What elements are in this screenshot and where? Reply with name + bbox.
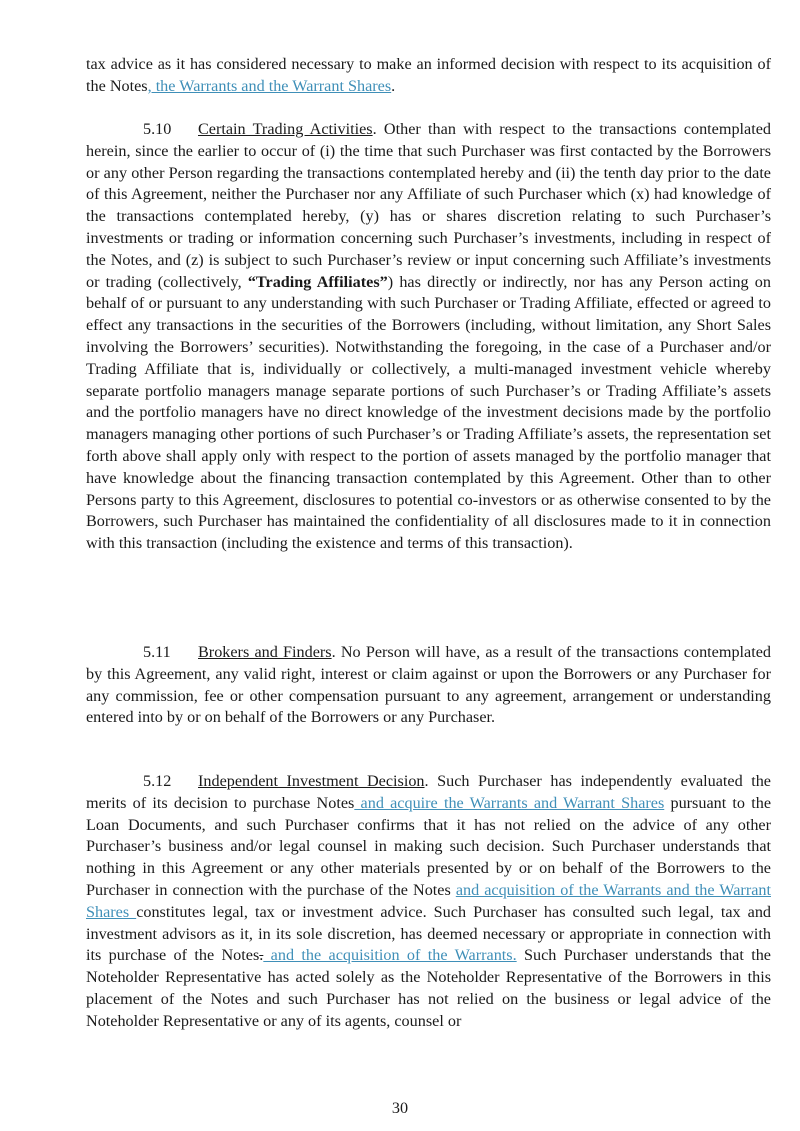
- deleted-text: .: [259, 946, 264, 965]
- section-text: . Such Purchaser has independently evaluated the merits of its decision to purchase Notes: [86, 772, 771, 812]
- section-text: constitutes legal, tax or investment advice. Such Purchaser has consulted such legal, tax and investment advisors as it, in its sole discretion, has deemed necessary or appropriate in connection with its purchase of the Notes: [86, 902, 772, 965]
- section-text: pursuant to the Loan Documents, and such Purchaser confirms that it has not relied on the advice of any other Purchaser’s business and/or legal counsel in making such decision. Such Purchaser understands that nothing in this Agreement or any other materials presented by or on behalf of the Borrowers to the Purchaser in connection with the purchase of the Notes: [86, 793, 772, 899]
- section-heading: Independent Investment Decision: [198, 772, 425, 790]
- section-text: . Other than with respect to the transactions contemplated herein, since the earlier to occur of (i) the time that such Purchaser was first contacted by the Borrowers or any other Person regarding the transactions contemplated hereby and (ii) the tenth day prior to the date of this Agreement, neither the Purchaser nor any Affiliate of such Purchaser which (x) had knowledge of the transactions contemplated hereby, (y) has or shares discretion relating to such Purchaser’s investments or trading or information concerning such Purchaser’s investments, including in respect of the Notes, and (z) is subject to such Purchaser’s review or input concerning such Affiliate’s investments or trading (collectively,: [86, 120, 771, 291]
- defined-term: “Trading Affiliates”: [247, 272, 388, 291]
- section-text: ) has directly or indirectly, nor has any Person acting on behalf of or pursuant to any understanding with such Purchaser or Trading Affiliate, effected or agreed to effect any transactions in the securities of the Borrowers (including, without limitation, any Short Sales involving the Borrowers’ securities). Notwithstanding the foregoing, in the case of a Purchaser and/or Trading Affiliate that is, individually or collectively, a multi-managed investment vehicle whereby separate portfolio managers manage separate portions of such Purchaser’s or Trading Affiliate’s assets and the portfolio managers have no direct knowledge of the investment decisions made by the portfolio managers managing other portions of such Purchaser’s or Trading Affiliate’s assets, the representation set forth above shall apply only with respect to the portion of assets managed by the portfolio manager that have knowledge about the financing transaction contemplated by this Agreement. Other than to other Persons party to this Agreement, disclosures to potential co-investors or as otherwise consented to by the Borrowers, such Purchaser has maintained the confidentiality of all disclosures made to it in connection with this transaction (including the existence and terms of this transaction).: [86, 272, 771, 553]
- inserted-text: and acquisition of the Warrants and the Warrant Shares: [86, 880, 771, 921]
- section-text: . No Person will have, as a result of the transactions contemplated by this Agreement, any valid right, interest or claim against or upon the Borrowers or any Purchaser for any commission, fee or other compensation pursuant to any agreement, arrangement or understanding entered into by or on behalf of the Borrowers or any Purchaser.: [86, 643, 771, 727]
- inserted-text: and acquire the Warrants and Warrant Shares: [354, 793, 665, 812]
- section-number: 5.10: [143, 120, 172, 138]
- inserted-text: and the acquisition of the Warrants.: [263, 946, 517, 965]
- section-text: Such Purchaser understands that the Noteholder Representative has acted solely as the Noteholder Representative of the Borrowers in this placement of the Notes and such Purchaser has not relied on the business or legal advice of the Noteholder Representative or any of its agents, counsel or: [86, 946, 771, 1030]
- section-number: 5.12: [143, 772, 172, 790]
- section-number: 5.11: [143, 643, 171, 661]
- section-heading: Brokers and Finders: [198, 643, 332, 661]
- text: .: [391, 76, 396, 95]
- section-5-11: [86, 642, 771, 729]
- section-heading: Certain Trading Activities: [198, 120, 373, 138]
- page-number: 30: [391, 1099, 409, 1117]
- text: tax advice as it has considered necessary to make an informed decision with respect to its acquisition of the Notes: [86, 55, 771, 95]
- section-5-10: [86, 119, 771, 555]
- inserted-text: , the Warrants and the Warrant Shares: [147, 76, 392, 95]
- section-5-12: [86, 771, 771, 1033]
- paragraph-continuation: [86, 54, 771, 98]
